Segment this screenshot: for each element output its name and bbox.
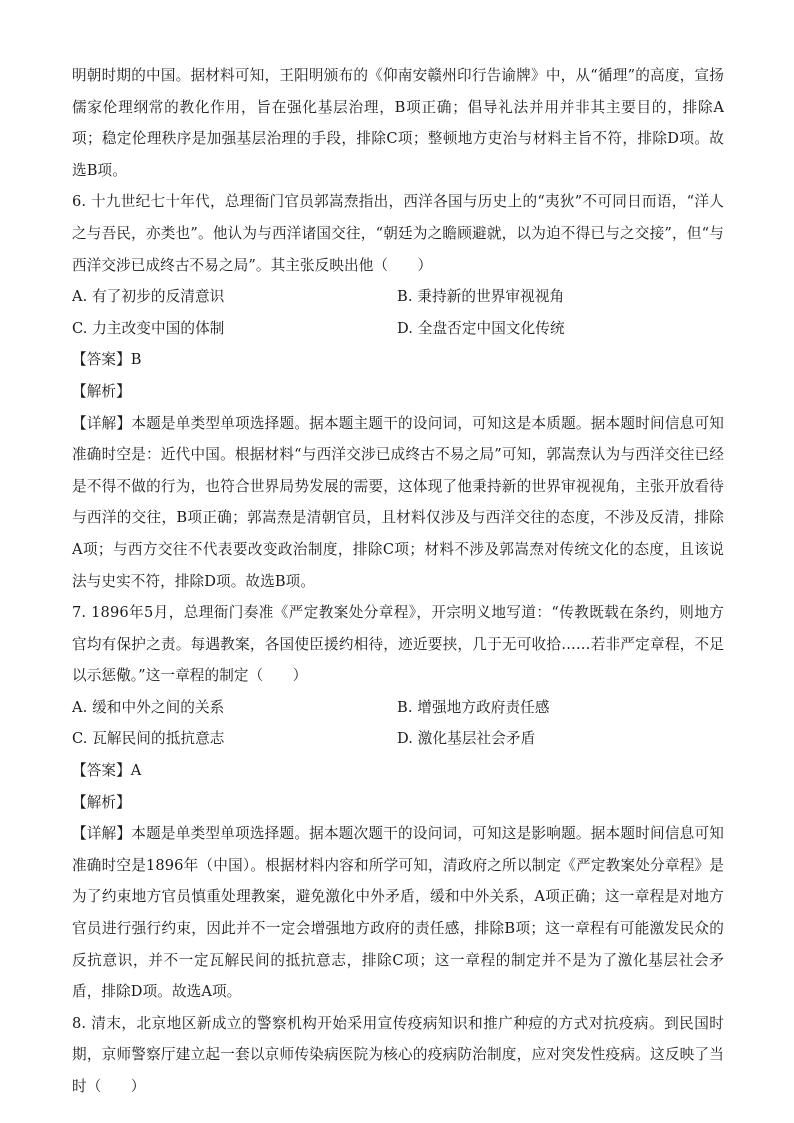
q7-option-c: C. 瓦解民间的抵抗意志 bbox=[72, 730, 225, 748]
q7-explanation: 【详解】本题是单类型单项选择题。据本题次题干的设问词，可知这是影响题。据本题时间信息可知准确时空是1896年（中国）。根据材料内容和所学可知，清政府之所以制定《严定教案处分章程》是为了约束地方官员慎重处理教案，避免激化中外矛盾，缓和中外关系，A项正确；这一章程是对地方官员进行强行约束，因此并不一定会增强地方政府的责任感，排除B项；这一章程有可能激发民众的反抗意识，并不一定瓦解民间的抵抗意志，排除C项；这一章程的制定并不是为了激化基层社会矛盾，排除D项。故选A项。 bbox=[72, 825, 724, 1001]
q7-option-a: A. 缓和中外之间的关系 bbox=[72, 698, 225, 716]
q7-analysis-heading: 【解析】 bbox=[72, 793, 131, 811]
q6-option-b: B. 秉持新的世界审视视角 bbox=[397, 288, 565, 306]
question-6-stem: 6. 十九世纪七十年代，总理衙门官员郭嵩焘指出，西洋各国与历史上的“夷狄”不可同日而语，“洋人之与吾民，亦类也”。他认为与西洋诸国交往，“朝廷为之瞻顾避就，以为迫不得已与之交接”，但“与西洋交涉已成终古不易之局”。其主张反映出他（ ） bbox=[72, 193, 724, 274]
q6-answer: 【答案】B bbox=[72, 351, 142, 369]
question-7-stem: 7. 1896年5月，总理衙门奏准《严定教案处分章程》，开宗明义地写道：“传教既载在条约，则地方官均有保护之责。每遇教案，各国使臣援约相待，迹近要挟，几于无可收拾……若非严定章程，不足以示惩儆。”这一章程的制定（ ） bbox=[72, 604, 724, 685]
question-8-stem: 8. 清末，北京地区新成立的警察机构开始采用宣传疫病知识和推广种痘的方式对抗疫病。到民国时期，京师警察厅建立起一套以京师传染病医院为核心的疫病防治制度，应对突发性疫病。这反映了当时（ ） bbox=[72, 1014, 724, 1095]
q6-option-a: A. 有了初步的反清意识 bbox=[72, 288, 225, 306]
q6-explanation: 【详解】本题是单类型单项选择题。据本题主题干的设问词，可知这是本质题。据本题时间信息可知准确时空是：近代中国。根据材料“与西洋交涉已成终古不易之局”可知，郭嵩焘认为与西洋交往已经是不得不做的行为，也符合世界局势发展的需要，这体现了他秉持新的世界审视视角，主张开放看待与西洋的交往，B项正确；郭嵩焘是清朝官员，且材料仅涉及与西洋交往的态度，不涉及反清，排除A项；与西方交往不代表要改变政治制度，排除C项；材料不涉及郭嵩焘对传统文化的态度，且该说法与史实不符，排除D项。故选B项。 bbox=[72, 414, 724, 590]
paragraph-q5-explanation-end: 明朝时期的中国。据材料可知，王阳明颁布的《仰南安赣州印行告谕牌》中，从“循理”的高度，宣扬儒家伦理纲常的教化作用，旨在强化基层治理，B项正确；倡导礼法并用并非其主要目的，排除A项；稳定伦理秩序是加强基层治理的手段，排除C项；整顿地方吏治与材料主旨不符，排除D项。故选B项。 bbox=[72, 67, 724, 179]
question-7-options bbox=[72, 692, 724, 755]
question-6-options bbox=[72, 281, 724, 344]
q7-option-b: B. 增强地方政府责任感 bbox=[397, 698, 550, 716]
q6-option-d: D. 全盘否定中国文化传统 bbox=[397, 319, 565, 337]
q6-option-c: C. 力主改变中国的体制 bbox=[72, 319, 225, 337]
q7-answer: 【答案】A bbox=[72, 762, 142, 780]
q7-option-d: D. 激化基层社会矛盾 bbox=[397, 730, 536, 748]
document-page bbox=[72, 60, 724, 1103]
q6-analysis-heading: 【解析】 bbox=[72, 382, 131, 400]
